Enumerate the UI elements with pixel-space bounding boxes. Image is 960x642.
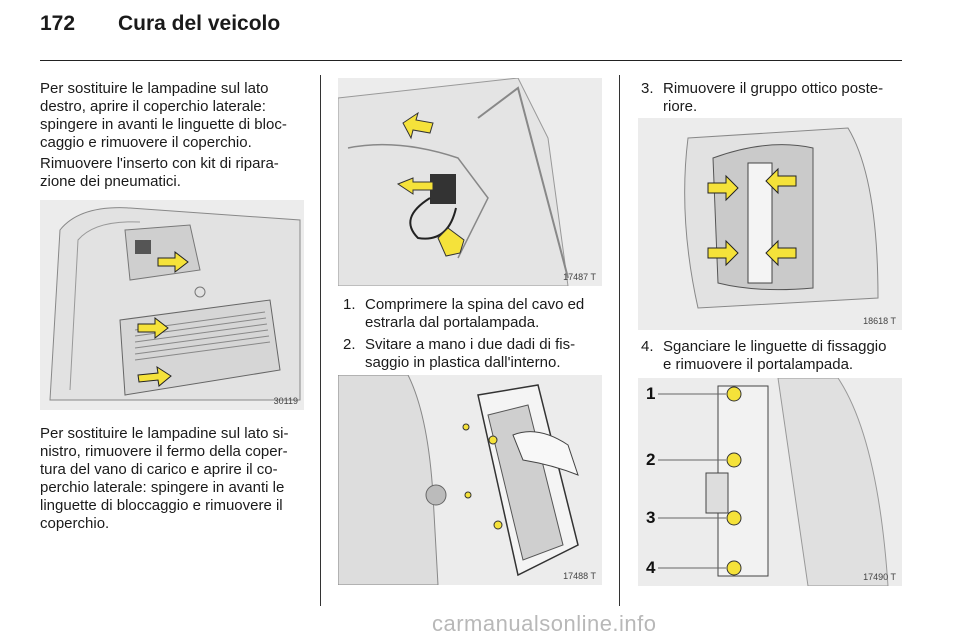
illustration-lamp-holder xyxy=(638,378,902,586)
header-rule xyxy=(40,60,902,61)
figure-lamp-holder xyxy=(638,378,902,586)
text-line: Sganciare le linguette di fissaggio xyxy=(663,338,887,355)
watermark: carmanualsonline.info xyxy=(432,611,657,636)
page-number: 172 xyxy=(40,12,76,35)
step-item xyxy=(641,338,911,374)
steps-list-middle xyxy=(343,296,609,376)
column-divider-2 xyxy=(619,75,620,606)
text-line: e rimuovere il portalampada. xyxy=(663,356,854,373)
step-number: 1. xyxy=(343,296,356,313)
text-line: perchio laterale: spingere in avanti le xyxy=(40,479,285,496)
callout-1: 1 xyxy=(646,384,656,403)
text-line: Rimuovere l'inserto con kit di ripara- xyxy=(40,155,279,172)
figure-rear-light-unit xyxy=(638,118,902,330)
callout-3: 3 xyxy=(646,508,656,527)
callout-4: 4 xyxy=(646,558,656,577)
figure-code: 17487 T xyxy=(563,272,596,282)
steps-list-right-bottom xyxy=(641,338,911,378)
callout-2: 2 xyxy=(646,450,656,469)
page-header xyxy=(40,12,280,36)
text-line: caggio e rimuovere il coperchio. xyxy=(40,134,252,151)
figure-code: 17488 T xyxy=(563,571,596,581)
figure-code: 17490 T xyxy=(863,572,896,582)
text-line: Rimuovere il gruppo ottico poste- xyxy=(663,80,884,97)
paragraph-remove-tyre-kit xyxy=(40,155,279,191)
text-line: linguette di bloccaggio e rimuovere il xyxy=(40,497,283,514)
figure-cable-plug xyxy=(338,78,602,286)
text-line: Comprimere la spina del cavo ed xyxy=(365,296,585,313)
tab-2-marker xyxy=(727,453,741,467)
illustration-side-cover xyxy=(40,200,304,410)
text-line: saggio in plastica dall'interno. xyxy=(365,354,561,371)
text-line: riore. xyxy=(663,98,698,115)
paragraph-left-side-bulbs xyxy=(40,425,288,533)
text-line: Per sostituire le lampadine sul lato xyxy=(40,80,269,97)
step-item xyxy=(343,296,609,332)
figure-load-compartment-right xyxy=(40,200,304,410)
figure-code: 18618 T xyxy=(863,316,896,326)
text-line: spingere in avanti le linguette di bloc- xyxy=(40,116,287,133)
paragraph-right-side-bulbs xyxy=(40,80,287,152)
step-number: 4. xyxy=(641,338,654,355)
text-line: nistro, rimuovere il fermo della coper- xyxy=(40,443,288,460)
step-item xyxy=(343,336,609,372)
illustration-rear-light-unit xyxy=(638,118,902,330)
text-line: estrarla dal portalampada. xyxy=(365,314,540,331)
illustration-plastic-nuts xyxy=(338,375,602,585)
text-line: Svitare a mano i due dadi di fis- xyxy=(365,336,576,353)
figure-code: 30119 xyxy=(273,396,298,406)
figure-plastic-nuts xyxy=(338,375,602,585)
text-line: coperchio. xyxy=(40,515,110,532)
steps-list-right-top xyxy=(641,80,907,120)
step-item xyxy=(641,80,907,116)
column-divider-1 xyxy=(320,75,321,606)
illustration-cable-plug xyxy=(338,78,602,286)
step-number: 3. xyxy=(641,80,654,97)
tab-4-marker xyxy=(727,561,741,575)
text-line: zione dei pneumatici. xyxy=(40,173,181,190)
tab-1-marker xyxy=(727,387,741,401)
tab-3-marker xyxy=(727,511,741,525)
text-line: Per sostituire le lampadine sul lato si- xyxy=(40,425,289,442)
step-number: 2. xyxy=(343,336,356,353)
page-title: Cura del veicolo xyxy=(118,12,281,35)
text-line: destro, aprire il coperchio laterale: xyxy=(40,98,266,115)
text-line: tura del vano di carico e aprire il co- xyxy=(40,461,278,478)
